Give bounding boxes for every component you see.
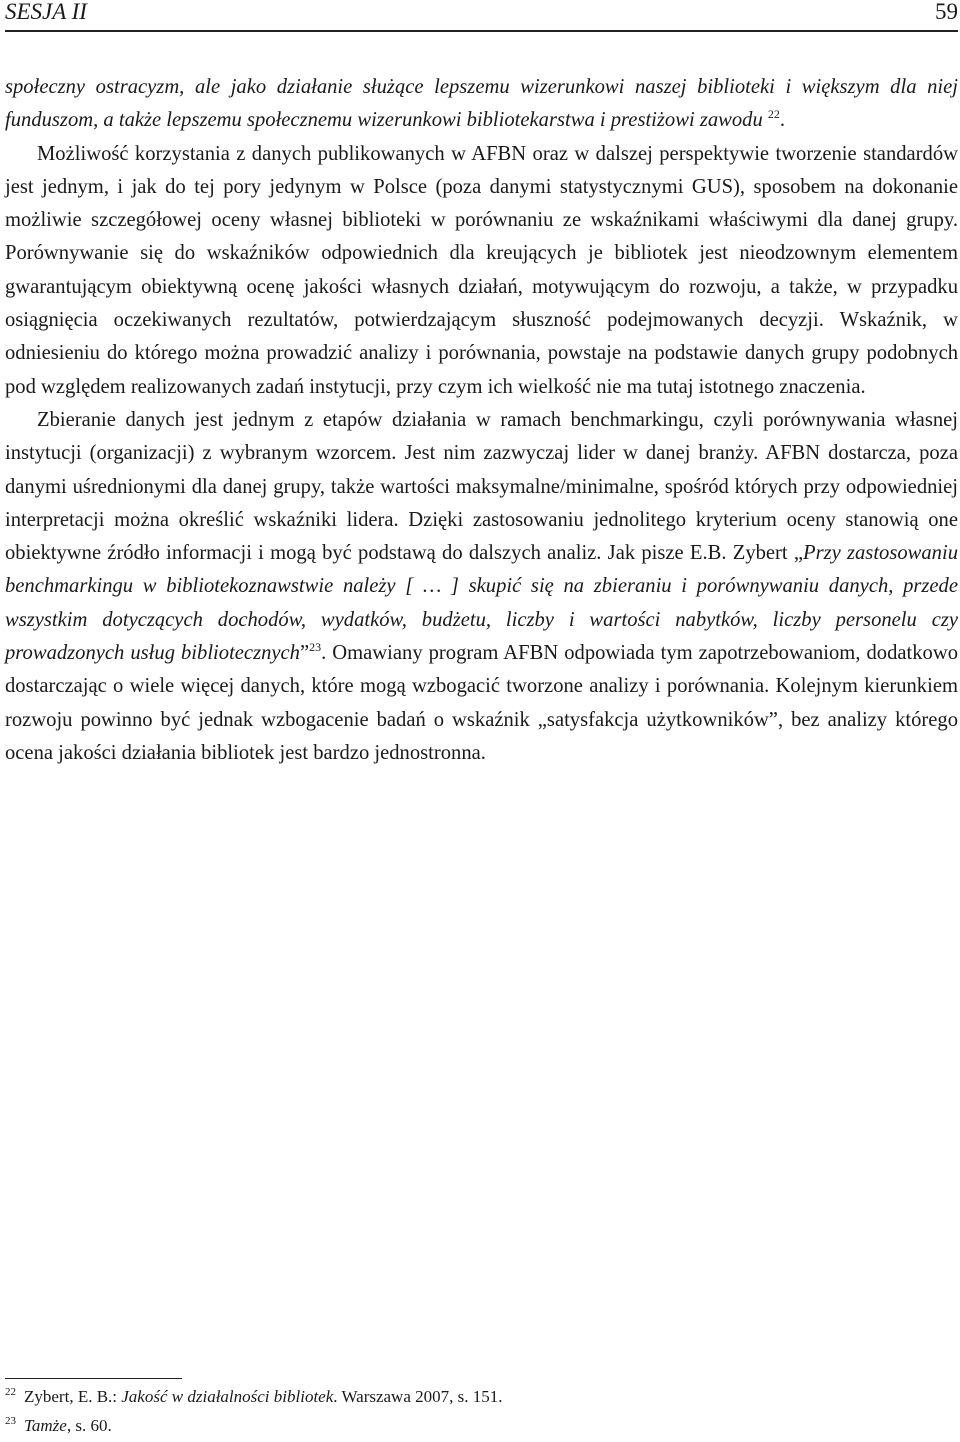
quotation: Przy zastosowaniu benchmarkingu w bibliotekoznawstwie należy [ … ] skupić się na zbieraniu i porównywaniu danych, przede wszystkim dotyczących dochodów, wydatków, budżetu, liczby i wartości nabytków, liczby personelu czy prowadzonych usług bibliotecznych [5, 542, 958, 665]
body-text [5, 71, 958, 770]
footnote-title: Jakość w działalności bibliotek [121, 1387, 334, 1406]
footnote-number: 22 [5, 1386, 16, 1398]
quotation-close: ” [299, 642, 310, 665]
paragraph-3-text-b: . Omawiany program AFBN odpowiada tym zapotrzebowaniom, dodatkowo dostarczając o wiele więcej danych, które mogą wzbogacić tworzone analizy i porównania. Kolejnym kierunkiem rozwoju powinno być jednak wzbogacenie badań o wskaźnik „satysfakcja użytkowników”, bez analizy którego ocena jakości działania bibliotek jest bardzo jednostronna. [5, 642, 958, 764]
paragraph-3-text-a: Zbieranie danych jest jednym z etapów działania w ramach benchmarkingu, czyli porównywania własnej instytucji (organizacji) z wybranym wzorcem. Jest nim zazwyczaj lider w danej branży. AFBN dostarcza, poza danymi uśrednionymi dla danej grupy, także wartości maksymalne/minimalne, spośród których przy odpowiedniej interpretacji można określić wskaźniki lidera. Dzięki zastosowaniu jednolitego kryterium oceny stanowią one obiektywne źródło informacji i mogą być podstawą do dalszych analiz. Jak pisze E.B. Zybert „ [5, 408, 958, 565]
footnote-author: Zybert, E. B.: [24, 1387, 122, 1406]
paragraph-1-text: społeczny ostracyzm, ale jako działanie służące lepszemu wizerunkowi naszej biblioteki i większym dla niej funduszom, a także lepszemu społecznemu wizerunkowi bibliotekarstwa i prestiżowi zawodu [5, 76, 958, 132]
paragraph-1-end: . [779, 109, 786, 132]
footnote-rule [5, 1378, 182, 1379]
footnote-22 [5, 1382, 705, 1411]
footnote-details: , s. 60. [66, 1416, 112, 1435]
paragraph-3 [5, 404, 958, 770]
paragraph-1 [5, 71, 958, 138]
footnote-ref-22: 22 [767, 107, 780, 122]
footnote-23 [5, 1411, 705, 1440]
footnote-title: Tamże [24, 1416, 67, 1435]
paragraph-2: Możliwość korzystania z danych publikowanych w AFBN oraz w dalszej perspektywie tworzenie standardów jest jednym, i jak do tej pory jedynym w Polsce (poza danymi statystycznymi GUS), sposobem na dokonanie możliwie szczegółowej oceny własnej biblioteki w porównaniu ze wskaźnikami właściwymi dla danej grupy. Porównywanie się do wskaźników odpowiednich dla kreujących je bibliotek jest nieodzownym elementem gwarantującym obiektywną ocenę jakości własnych działań, motywującym do rozwoju, a także, w przypadku osiągnięcia oczekiwanych rezultatów, potwierdzającym słuszność podejmowanych decyzji. Wskaźnik, w odniesieniu do którego można prowadzić analizy i porównania, powstaje na podstawie danych grupy podobnych pod względem realizowanych zadań instytucji, przy czym ich wielkość nie ma tutaj istotnego znaczenia. [5, 142, 958, 398]
footnote-number: 23 [5, 1415, 16, 1427]
footnote-details: . Warszawa 2007, s. 151. [333, 1387, 503, 1406]
footnotes [5, 1378, 705, 1440]
running-head [5, 0, 958, 32]
footnote-ref-23: 23 [309, 640, 322, 655]
page-number: 59 [935, 0, 958, 24]
section-title: SESJA II [5, 0, 87, 24]
